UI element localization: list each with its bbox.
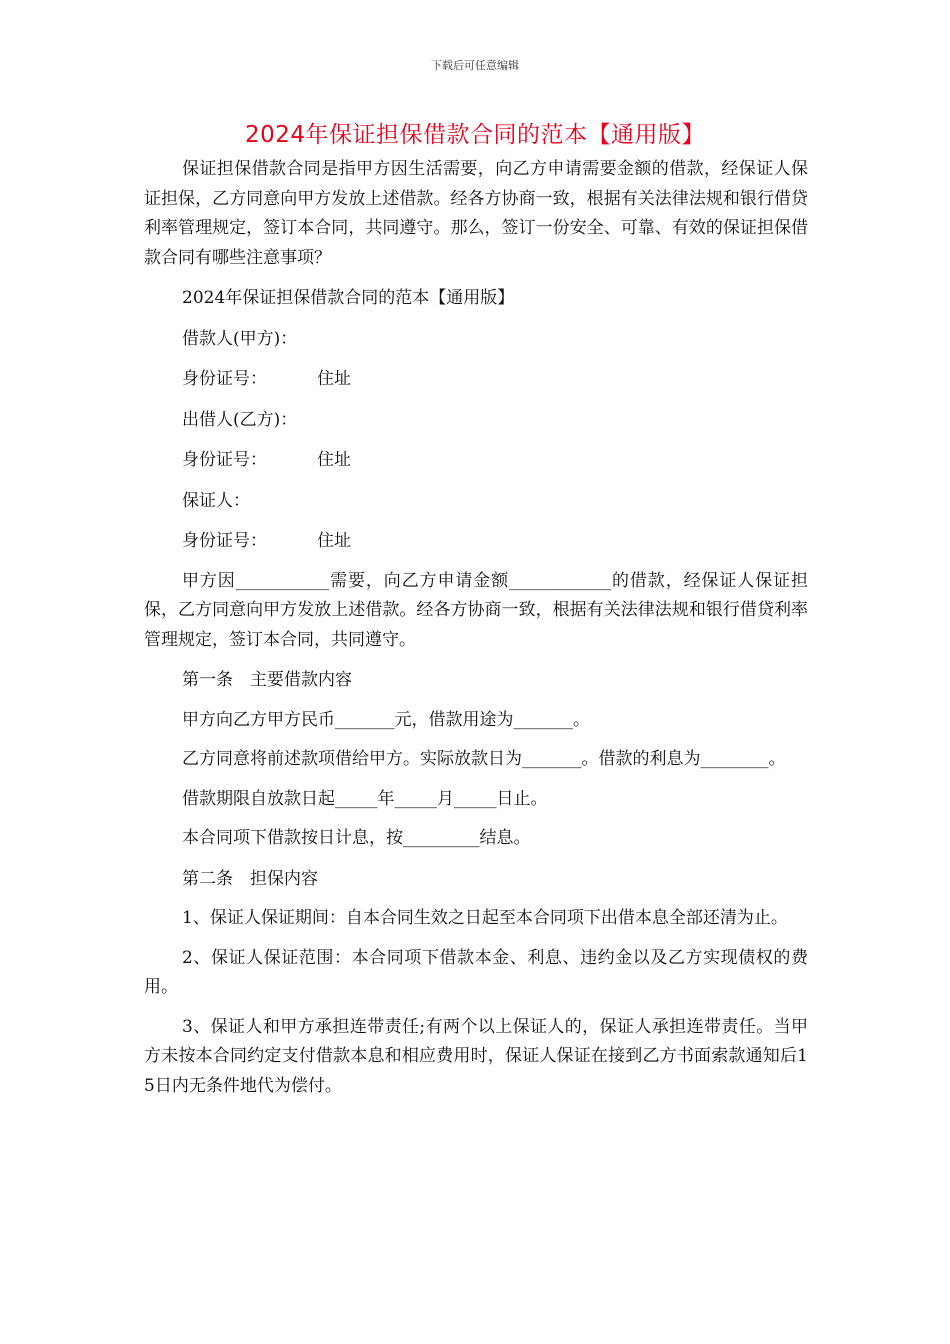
- intro-paragraph: 保证担保借款合同是指甲方因生活需要，向乙方申请需要金额的借款，经保证人保证担保，乙方同意向甲方发放上述借款。经各方协商一致，根据有关法律法规和银行借贷利率管理规定，签订本合同，共同遵守。那么，签订一份安全、可靠、有效的保证担保借款合同有哪些注意事项？: [144, 159, 808, 268]
- article1-line3: 借款期限自放款日起_____年_____月_____日止。: [182, 788, 548, 809]
- article2-item1: 1、保证人保证期间：自本合同生效之日起至本合同项下出借本息全部还清为止。: [182, 908, 788, 928]
- article2-item3: 3、保证人和甲方承担连带责任;有两个以上保证人的，保证人承担连带责任。当甲方未按本合同约定支付借款本息和相应费用时，保证人保证在接到乙方书面索款通知后15日内无条件地代为偿付。: [144, 1016, 808, 1096]
- document-title: 2024年保证担保借款合同的范本【通用版】: [244, 122, 706, 148]
- guarantor-label: 保证人：: [182, 490, 250, 511]
- subtitle: 2024年保证担保借款合同的范本【通用版】: [182, 288, 515, 308]
- lender-label: 出借人(乙方)：: [182, 409, 298, 430]
- article1-line1: 甲方向乙方甲方民币_______元，借款用途为_______。: [182, 709, 590, 730]
- article1-title: 第一条 主要借款内容: [182, 670, 352, 690]
- address-label: 住址: [317, 450, 351, 470]
- id-label: 身份证号：: [182, 450, 267, 470]
- address-label: 住址: [317, 369, 351, 389]
- borrower-id-row: [144, 364, 808, 395]
- article1-line4: 本合同项下借款按日计息，按_________结息。: [182, 828, 531, 848]
- id-label: 身份证号：: [182, 531, 267, 551]
- article1-line2: 乙方同意将前述款项借给甲方。实际放款日为_______。借款的利息为________。: [182, 749, 786, 769]
- article2-item2: 2、保证人保证范围：本合同项下借款本金、利息、违约金以及乙方实现债权的费用。: [144, 947, 808, 997]
- id-label: 身份证号：: [182, 369, 267, 389]
- borrower-label: 借款人(甲方)：: [182, 328, 298, 349]
- document-body: [144, 155, 808, 1111]
- lender-id-row: [144, 445, 808, 476]
- address-label: 住址: [317, 531, 351, 551]
- article2-title: 第二条 担保内容: [182, 868, 318, 889]
- guarantor-id-row: [144, 526, 808, 557]
- header-note: 下载后可任意编辑: [431, 59, 519, 72]
- preamble-paragraph: 甲方因___________需要，向乙方申请金额____________的借款，经保证人保证担保，乙方同意向甲方发放上述借款。经各方协商一致，根据有关法律法规和银行借贷利率管理规定，签订本合同，共同遵守。: [144, 570, 808, 650]
